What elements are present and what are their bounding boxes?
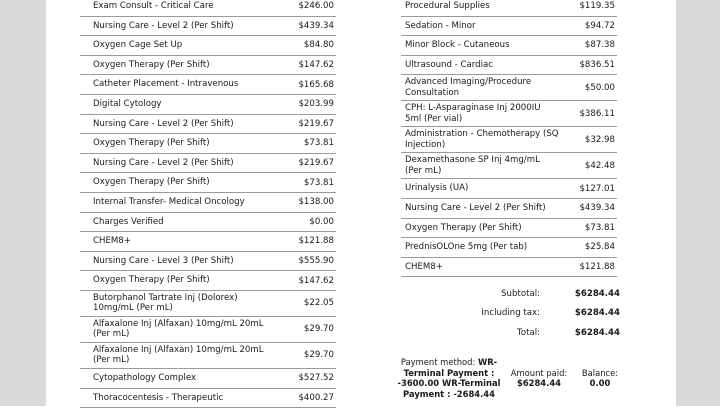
item-description: Digital Cytology (80, 99, 270, 110)
item-description: Sedation - Minor (401, 21, 563, 32)
table-row (401, 75, 617, 101)
table-row (80, 232, 336, 252)
item-amount: $121.88 (563, 262, 617, 272)
payment-method-prefix: Payment method: (401, 357, 478, 367)
item-description: Procedural Supplies (401, 1, 563, 12)
item-description: Thoracocentesis - Therapeutic (80, 393, 270, 404)
table-row (401, 179, 617, 199)
table-row (80, 213, 336, 233)
item-amount: $0.00 (270, 217, 336, 227)
table-row (80, 17, 336, 37)
right-charges-table (401, 0, 617, 277)
balance (574, 357, 626, 389)
payment-method-line1: WR- (478, 357, 497, 367)
item-amount: $94.72 (563, 21, 617, 31)
total-row (470, 323, 620, 343)
item-description: Oxygen Therapy (Per Shift) (80, 275, 270, 286)
item-amount: $32.98 (563, 135, 617, 145)
table-row (401, 0, 617, 17)
item-description: CPH: L-Asparaginase Inj 2000IU 5ml (Per vial) (401, 103, 563, 124)
item-amount: $50.00 (563, 83, 617, 93)
item-amount: $219.67 (270, 119, 336, 129)
item-description: CHEM8+ (401, 262, 563, 273)
item-amount: $555.90 (270, 256, 336, 266)
item-description: Alfaxalone Inj (Alfaxan) 10mg/mL 20mL (Per mL) (80, 319, 270, 340)
amount-paid-value: $6284.44 (517, 378, 561, 388)
table-row (401, 127, 617, 153)
payment-method (393, 357, 505, 399)
table-row (401, 153, 617, 179)
item-description: Alfaxalone Inj (Alfaxan) 10mg/mL 20mL (Per mL) (80, 345, 270, 366)
item-amount: $84.80 (270, 40, 336, 50)
table-row (80, 271, 336, 291)
table-row (80, 115, 336, 135)
table-row (80, 369, 336, 389)
total-value: $6284.44 (550, 328, 620, 338)
item-description: Nursing Care - Level 2 (Per Shift) (401, 203, 563, 214)
item-amount: $246.00 (270, 1, 336, 11)
subtotal-value: $6284.44 (550, 289, 620, 299)
total-label: Total: (470, 328, 550, 338)
item-description: Oxygen Cage Set Up (80, 40, 270, 51)
item-amount: $836.51 (563, 60, 617, 70)
amount-paid (506, 357, 572, 389)
item-amount: $527.52 (270, 373, 336, 383)
item-amount: $73.81 (270, 178, 336, 188)
item-amount: $87.38 (563, 40, 617, 50)
item-amount: $386.11 (563, 109, 617, 119)
item-amount: $138.00 (270, 197, 336, 207)
item-amount: $25.84 (563, 242, 617, 252)
table-row (80, 193, 336, 213)
item-amount: $22.05 (270, 298, 336, 308)
balance-value: 0.00 (590, 378, 611, 388)
table-row (401, 258, 617, 278)
item-amount: $119.35 (563, 1, 617, 11)
table-row (401, 101, 617, 127)
item-description: Advanced Imaging/Procedure Consultation (401, 77, 563, 98)
item-description: Urinalysis (UA) (401, 183, 563, 194)
item-amount: $73.81 (563, 223, 617, 233)
table-row (80, 36, 336, 56)
table-row (80, 252, 336, 272)
table-row (80, 343, 336, 369)
item-description: Exam Consult - Critical Care (80, 1, 270, 12)
table-row (80, 389, 336, 408)
item-description: Nursing Care - Level 3 (Per Shift) (80, 256, 270, 267)
item-amount: $147.62 (270, 276, 336, 286)
subtotal-row (470, 284, 620, 304)
item-description: Nursing Care - Level 2 (Per Shift) (80, 119, 270, 130)
table-row (80, 0, 336, 17)
item-amount: $219.67 (270, 158, 336, 168)
item-description: Oxygen Therapy (Per Shift) (401, 223, 563, 234)
item-amount: $73.81 (270, 138, 336, 148)
subtotal-label: Subtotal: (470, 289, 550, 299)
item-description: PrednisOLOne 5mg (Per tab) (401, 242, 563, 253)
item-description: Minor Block - Cutaneous (401, 40, 563, 51)
left-charges-table (80, 0, 336, 408)
table-row (401, 17, 617, 37)
balance-label: Balance: (582, 368, 618, 378)
table-row (80, 317, 336, 343)
table-row (80, 95, 336, 115)
totals-block (470, 284, 620, 343)
table-row (80, 75, 336, 95)
table-row (401, 219, 617, 239)
tax-value: $6284.44 (550, 308, 620, 318)
table-row (80, 291, 336, 317)
table-row (80, 154, 336, 174)
amount-paid-label: Amount paid: (511, 368, 568, 378)
item-description: Oxygen Therapy (Per Shift) (80, 60, 270, 71)
item-description: CHEM8+ (80, 236, 270, 247)
table-row (401, 36, 617, 56)
table-row (401, 238, 617, 258)
table-row (80, 173, 336, 193)
item-description: Butorphanol Tartrate Inj (Dolorex) 10mg/mL (Per mL) (80, 293, 270, 314)
payment-method-details: Terminal Payment : -3600.00 WR-Terminal Payment : -2684.44 (398, 368, 501, 399)
item-amount: $165.68 (270, 80, 336, 90)
item-amount: $400.27 (270, 393, 336, 403)
right-margin-shadow (676, 0, 720, 406)
item-description: Nursing Care - Level 2 (Per Shift) (80, 158, 270, 169)
table-row (401, 56, 617, 76)
item-amount: $439.34 (270, 21, 336, 31)
table-row (80, 134, 336, 154)
item-description: Charges Verified (80, 217, 270, 228)
item-amount: $203.99 (270, 99, 336, 109)
tax-label: Including tax: (470, 308, 550, 318)
item-description: Cytopathology Complex (80, 373, 270, 384)
item-description: Administration - Chemotherapy (SQ Injection) (401, 129, 563, 150)
item-amount: $147.62 (270, 60, 336, 70)
item-amount: $29.70 (270, 324, 336, 334)
table-row (80, 56, 336, 76)
item-description: Oxygen Therapy (Per Shift) (80, 138, 270, 149)
table-row (401, 199, 617, 219)
item-description: Internal Transfer- Medical Oncology (80, 197, 270, 208)
item-amount: $42.48 (563, 161, 617, 171)
item-description: Oxygen Therapy (Per Shift) (80, 177, 270, 188)
item-description: Catheter Placement - Intravenous (80, 79, 270, 90)
item-description: Ultrasound - Cardiac (401, 60, 563, 71)
item-amount: $121.88 (270, 236, 336, 246)
item-description: Dexamethasone SP Inj 4mg/mL (Per mL) (401, 155, 563, 176)
item-amount: $439.34 (563, 203, 617, 213)
item-amount: $29.70 (270, 350, 336, 360)
tax-row (470, 304, 620, 324)
item-description: Nursing Care - Level 2 (Per Shift) (80, 21, 270, 32)
item-amount: $127.01 (563, 184, 617, 194)
left-margin-shadow (0, 0, 46, 406)
